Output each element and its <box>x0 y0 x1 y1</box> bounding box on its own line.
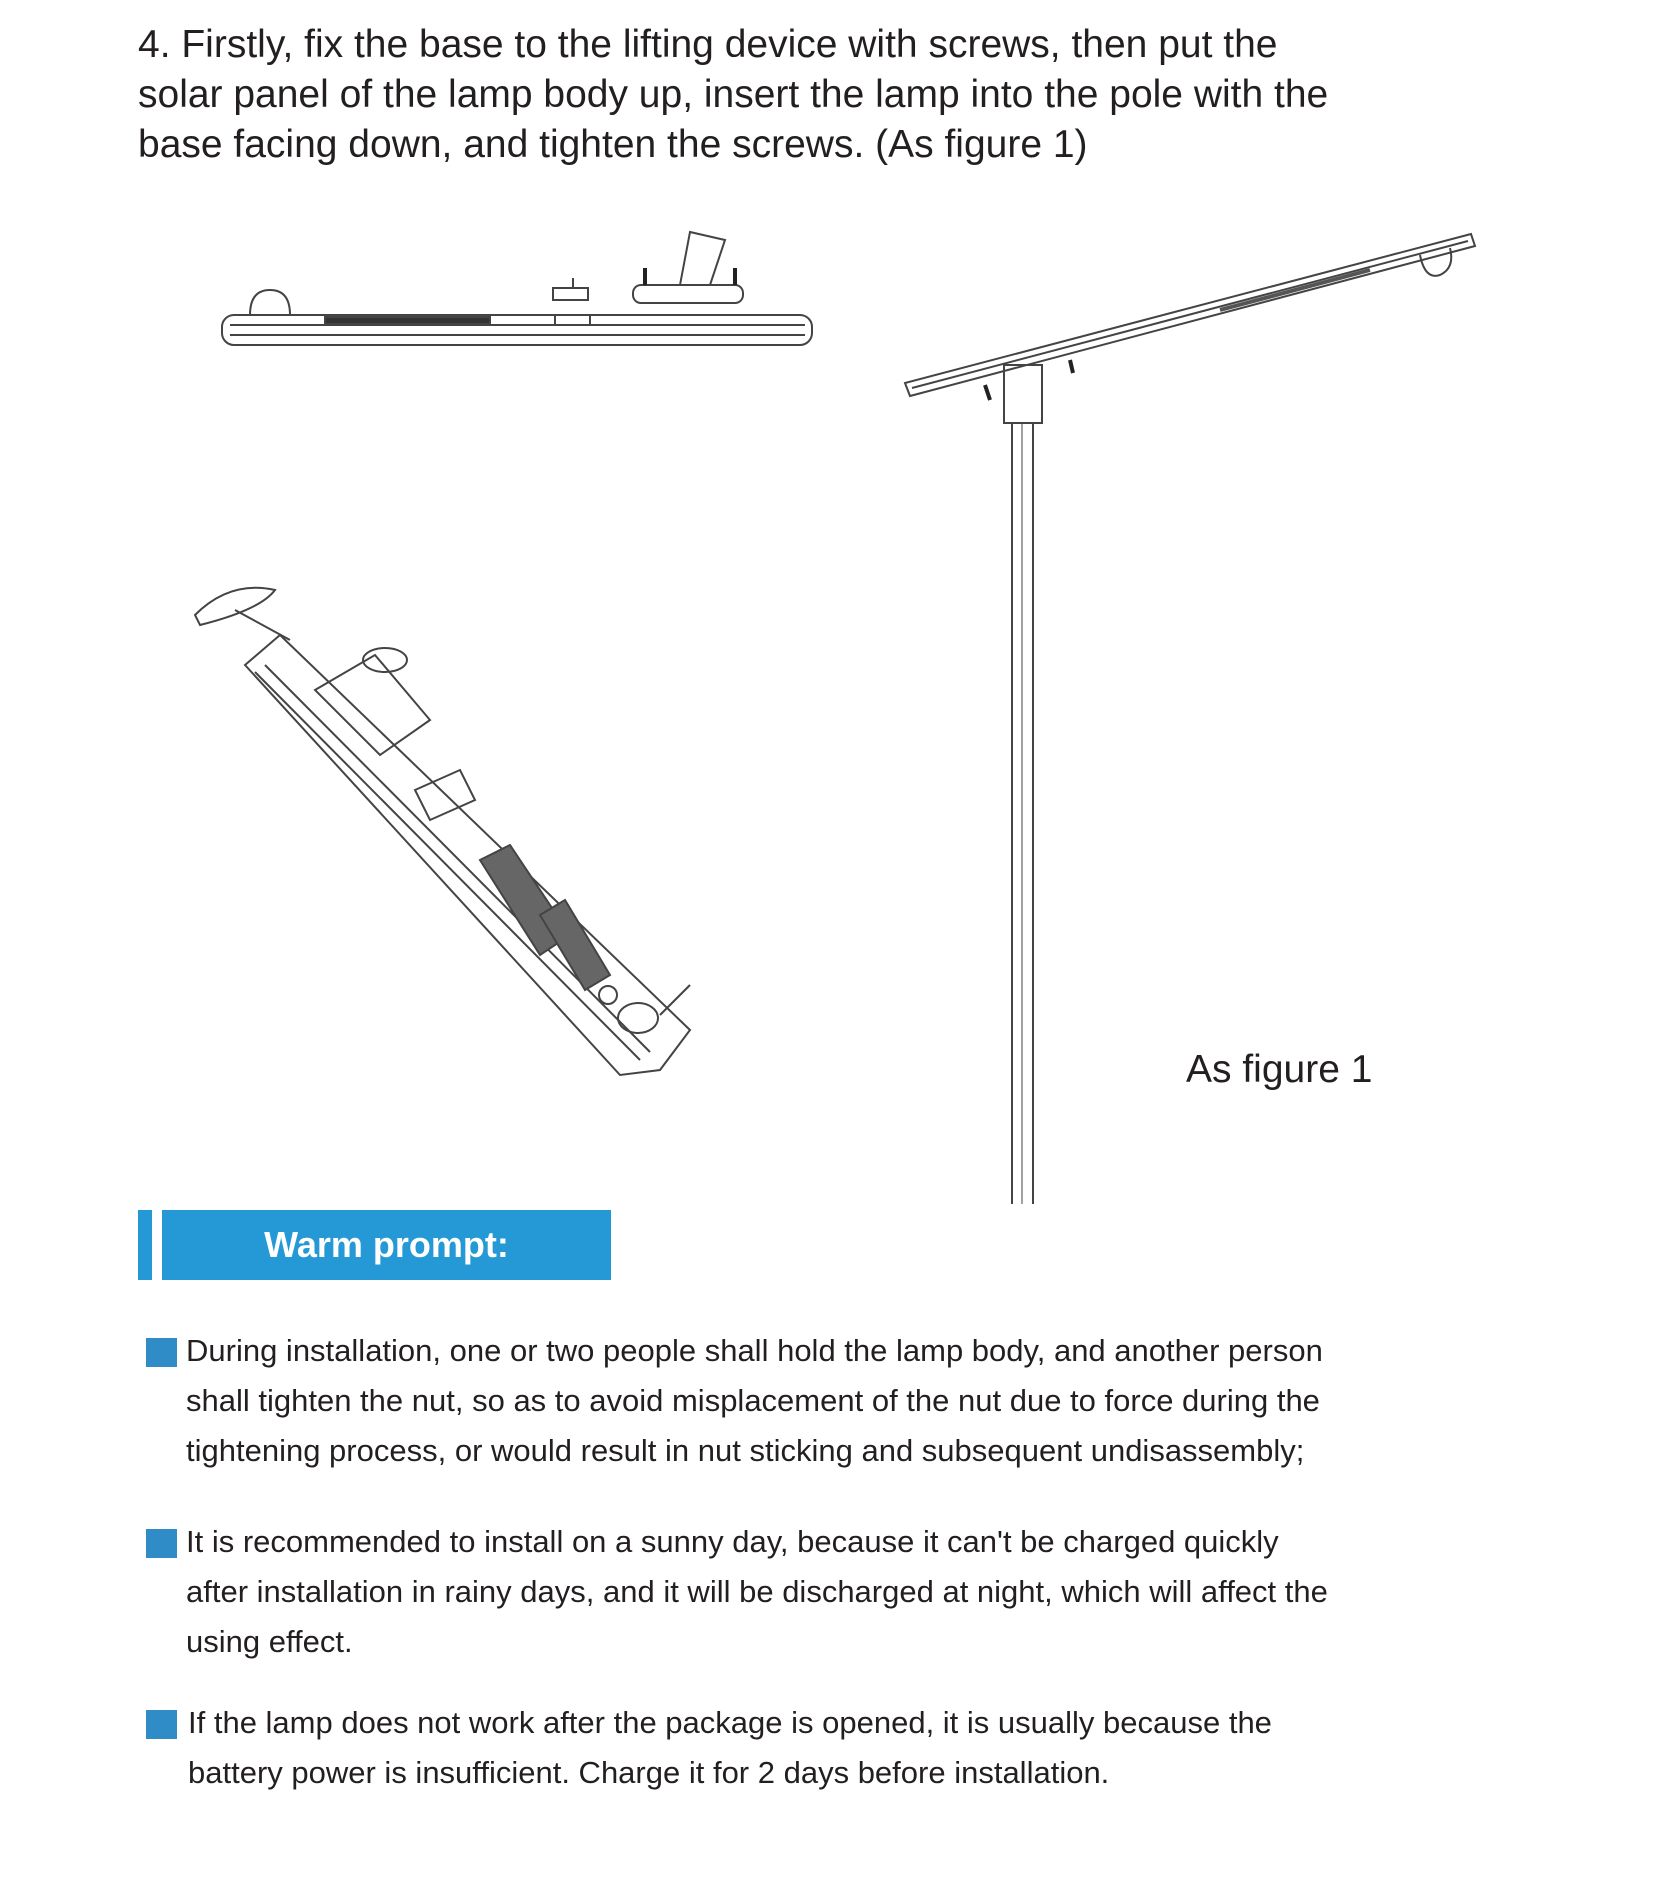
bullet-line: During installation, one or two people shall hold the lamp body, and another person <box>186 1333 1323 1368</box>
bullet-line: using effect. <box>186 1624 353 1659</box>
heading-line: solar panel of the lamp body up, insert the lamp into the pole with the <box>138 73 1329 116</box>
lamp-side-view-illustration <box>222 232 812 345</box>
warm-prompt-bullet <box>146 1326 1323 1476</box>
heading-line: 4. Firstly, fix the base to the lifting device with screws, then put the <box>138 23 1278 66</box>
bullet-line: If the lamp does not work after the package is opened, it is usually because the <box>188 1705 1272 1740</box>
warm-prompt-title: Warm prompt: <box>162 1210 611 1280</box>
bullet-line: battery power is insufficient. Charge it for 2 days before installation. <box>188 1755 1110 1790</box>
figure-caption: As figure 1 <box>1186 1048 1373 1091</box>
bullet-square-icon <box>146 1529 177 1558</box>
bullet-square-icon <box>146 1338 177 1367</box>
lamp-exploded-view-illustration <box>195 588 690 1075</box>
bullet-line: after installation in rainy days, and it will be discharged at night, which will affect the <box>186 1574 1328 1609</box>
bullet-line: tightening process, or would result in nut sticking and subsequent undisassembly; <box>186 1433 1305 1468</box>
bullet-square-icon <box>146 1710 177 1739</box>
warm-prompt-accent-bar <box>138 1210 152 1280</box>
bullet-line: It is recommended to install on a sunny day, because it can't be charged quickly <box>186 1524 1279 1559</box>
warm-prompt-bullet <box>146 1698 1272 1798</box>
heading-line: base facing down, and tighten the screws. (As figure 1) <box>138 123 1088 166</box>
warm-prompt-bullet <box>146 1517 1328 1667</box>
bullet-line: shall tighten the nut, so as to avoid misplacement of the nut due to force during the <box>186 1383 1320 1418</box>
